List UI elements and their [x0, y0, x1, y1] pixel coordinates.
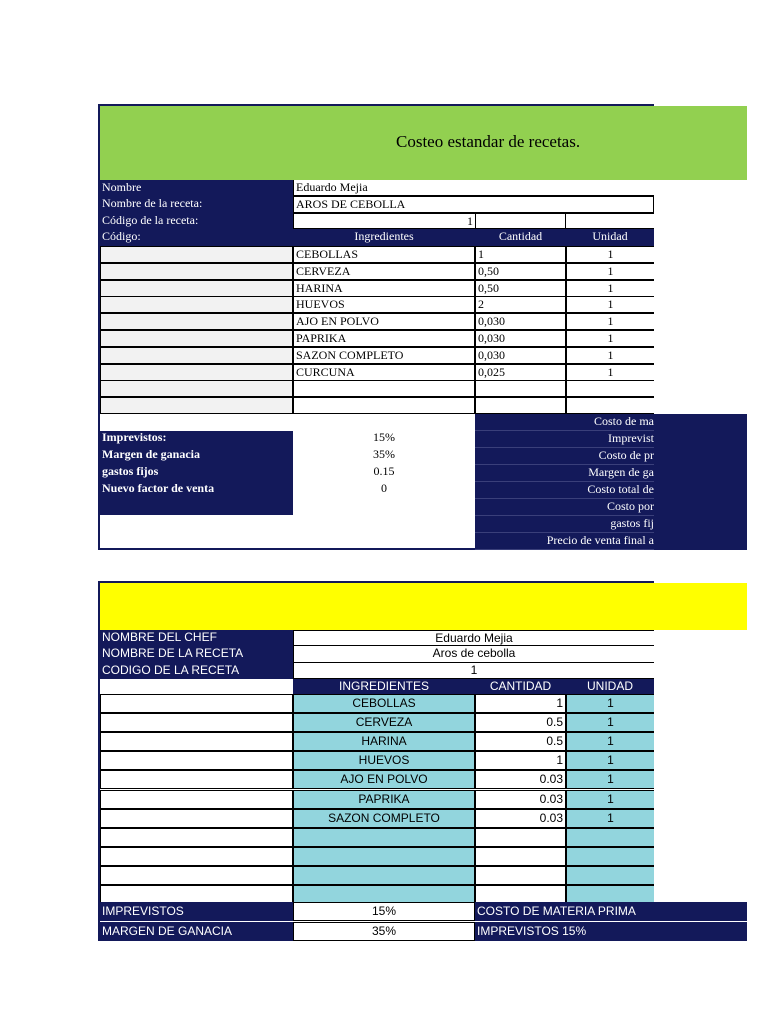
unidad-cell[interactable]: 1 — [566, 313, 654, 330]
unidad2-cell[interactable] — [566, 866, 654, 885]
cost2-label: COSTO DE MATERIA PRIMA — [475, 902, 747, 921]
codigo2-cell[interactable] — [100, 713, 293, 732]
unidad2-cell[interactable]: 1 — [566, 713, 654, 732]
cantidad-cell[interactable]: 0,50 — [475, 280, 566, 297]
col2-unidad: UNIDAD — [566, 679, 654, 694]
cantidad-cell[interactable]: 1 — [475, 246, 566, 263]
nombre-label: Nombre — [100, 180, 293, 196]
codigo2-cell[interactable] — [100, 732, 293, 751]
cantidad2-cell[interactable]: 0.03 — [475, 790, 566, 809]
unidad2-cell[interactable] — [566, 847, 654, 866]
ingrediente-cell[interactable]: HUEVOS — [293, 296, 475, 313]
ingrediente2-cell[interactable] — [293, 847, 475, 866]
ingrediente2-cell[interactable]: AJO EN POLVO — [293, 770, 475, 789]
ingrediente2-cell[interactable]: PAPRIKA — [293, 790, 475, 809]
codigo-blank-1[interactable] — [475, 213, 566, 229]
cost2-label: IMPREVISTOS 15% — [475, 922, 747, 941]
ingrediente-cell[interactable]: PAPRIKA — [293, 330, 475, 347]
unidad2-cell[interactable] — [566, 828, 654, 847]
ingrediente2-cell[interactable] — [293, 866, 475, 885]
factor2-value[interactable]: 35% — [293, 922, 475, 941]
col2-ingredientes: INGREDIENTES — [293, 679, 475, 694]
codigo2-cell[interactable] — [100, 751, 293, 770]
ingrediente-cell[interactable]: CERVEZA — [293, 263, 475, 280]
unidad2-cell[interactable]: 1 — [566, 751, 654, 770]
cantidad2-cell[interactable]: 0.03 — [475, 770, 566, 789]
sheet-title: Costeo estandar de recetas. — [396, 132, 581, 151]
nombre-value[interactable]: Eduardo Mejia — [293, 180, 654, 196]
cantidad2-cell[interactable]: 0.5 — [475, 732, 566, 751]
unidad-cell[interactable]: 1 — [566, 330, 654, 347]
cantidad2-cell[interactable]: 0.5 — [475, 713, 566, 732]
cost-label: Margen de ga — [588, 465, 654, 479]
unidad-cell[interactable]: 1 — [566, 347, 654, 364]
factors-white-top — [100, 414, 475, 431]
cost-label: gastos fij — [610, 516, 654, 530]
cantidad-cell[interactable]: 0,030 — [475, 313, 566, 330]
receta2-label: NOMBRE DE LA RECETA — [100, 646, 293, 663]
codigo-cell[interactable] — [100, 397, 293, 414]
factors-bottom-line — [100, 548, 475, 550]
codigo2-value[interactable]: 1 — [293, 663, 654, 679]
cantidad2-cell[interactable]: 1 — [475, 751, 566, 770]
unidad-cell[interactable] — [566, 397, 654, 414]
codigo2-cell[interactable] — [100, 866, 293, 885]
col-codigo: Código: — [100, 229, 293, 246]
unidad-cell[interactable]: 1 — [566, 280, 654, 297]
codigo-cell[interactable] — [100, 347, 293, 364]
factor-value[interactable]: 35% — [373, 447, 395, 461]
codigo-cell[interactable] — [100, 364, 293, 381]
codigo-cell[interactable] — [100, 246, 293, 263]
cost-label: Costo de pr — [598, 448, 654, 462]
ingrediente-cell[interactable] — [293, 397, 475, 414]
ingrediente2-cell[interactable]: HUEVOS — [293, 751, 475, 770]
ingrediente2-cell[interactable] — [293, 828, 475, 847]
ingrediente-cell[interactable]: SAZON COMPLETO — [293, 347, 475, 364]
ingrediente-cell[interactable]: CEBOLLAS — [293, 246, 475, 263]
codigo2-label: CODIGO DE LA RECETA — [100, 663, 293, 679]
ingrediente2-cell[interactable]: SAZON COMPLETO — [293, 809, 475, 828]
cost-label: Precio de venta final a — [546, 533, 654, 547]
cantidad2-cell[interactable]: 0.03 — [475, 809, 566, 828]
codigo-cell[interactable] — [100, 330, 293, 347]
ingrediente2-cell[interactable]: CERVEZA — [293, 713, 475, 732]
ingrediente2-cell[interactable]: HARINA — [293, 732, 475, 751]
unidad2-cell[interactable]: 1 — [566, 732, 654, 751]
cantidad-cell[interactable]: 0,025 — [475, 364, 566, 381]
codigo-cell[interactable] — [100, 296, 293, 313]
codigo2-cell[interactable] — [100, 694, 293, 713]
factor-value[interactable]: 15% — [373, 430, 395, 444]
cost-label: Costo de ma — [594, 414, 654, 428]
ingrediente-cell[interactable]: CURCUNA — [293, 364, 475, 381]
col2-cantidad: CANTIDAD — [475, 679, 566, 694]
unidad-cell[interactable]: 1 — [566, 296, 654, 313]
cantidad2-cell[interactable] — [475, 828, 566, 847]
factor-label: Nuevo factor de venta — [102, 481, 215, 495]
codigo-cell[interactable] — [100, 313, 293, 330]
factor-label: Margen de ganacia — [102, 447, 200, 461]
col-ingredientes: Ingredientes — [293, 229, 475, 246]
codigo2-cell[interactable] — [100, 828, 293, 847]
factor-value[interactable]: 0.15 — [373, 464, 395, 478]
col2-blank — [100, 679, 293, 694]
cantidad-cell[interactable] — [475, 380, 566, 397]
unidad-cell[interactable]: 1 — [566, 263, 654, 280]
unidad2-cell[interactable]: 1 — [566, 770, 654, 789]
ingrediente-cell[interactable] — [293, 380, 475, 397]
cantidad2-cell[interactable] — [475, 847, 566, 866]
unidad-cell[interactable] — [566, 380, 654, 397]
cantidad-cell[interactable] — [475, 397, 566, 414]
ingrediente2-cell[interactable]: CEBOLLAS — [293, 694, 475, 713]
cantidad2-cell[interactable]: 1 — [475, 694, 566, 713]
factor-value[interactable]: 0 — [381, 481, 387, 495]
codigo2-cell[interactable] — [100, 770, 293, 789]
unidad2-cell[interactable]: 1 — [566, 809, 654, 828]
cantidad-cell[interactable]: 2 — [475, 296, 566, 313]
codigo2-cell[interactable] — [100, 790, 293, 809]
yellow-band — [100, 583, 747, 630]
unidad2-cell[interactable]: 1 — [566, 790, 654, 809]
chef-label: NOMBRE DEL CHEF — [100, 630, 293, 646]
unidad2-cell[interactable]: 1 — [566, 694, 654, 713]
cantidad2-cell[interactable] — [475, 866, 566, 885]
cantidad-cell[interactable]: 0,030 — [475, 330, 566, 347]
unidad-cell[interactable]: 1 — [566, 364, 654, 381]
codigo-cell[interactable] — [100, 380, 293, 397]
factor2-value[interactable]: 15% — [293, 902, 475, 921]
ingrediente-cell[interactable]: HARINA — [293, 280, 475, 297]
ingrediente-cell[interactable]: AJO EN POLVO — [293, 313, 475, 330]
factor-label: Imprevistos: — [102, 430, 167, 444]
chef-value[interactable]: Eduardo Mejia — [293, 630, 654, 646]
cost-label: Costo total de — [587, 482, 654, 496]
codigo-value[interactable]: 1 — [293, 213, 475, 229]
receta2-value[interactable]: Aros de cebolla — [293, 646, 654, 663]
factor-label: gastos fijos — [102, 464, 159, 478]
cost-label: Imprevist — [608, 431, 654, 445]
codigo2-cell[interactable] — [100, 847, 293, 866]
codigo-cell[interactable] — [100, 280, 293, 297]
cantidad-cell[interactable]: 0,030 — [475, 347, 566, 364]
col-unidad: Unidad — [566, 229, 654, 246]
codigo-cell[interactable] — [100, 263, 293, 280]
cantidad-cell[interactable]: 0,50 — [475, 263, 566, 280]
factor2-label: IMPREVISTOS — [100, 902, 293, 921]
receta-value[interactable]: AROS DE CEBOLLA — [293, 196, 654, 213]
col-cantidad: Cantidad — [475, 229, 566, 246]
codigo-blank-2[interactable] — [566, 213, 654, 229]
factor2-label: MARGEN DE GANACIA — [100, 922, 293, 941]
codigo-label: Código de la receta: — [100, 213, 293, 229]
cost-label: Costo por — [606, 499, 654, 513]
unidad-cell[interactable]: 1 — [566, 246, 654, 263]
codigo2-cell[interactable] — [100, 809, 293, 828]
receta-label: Nombre de la receta: — [100, 196, 293, 213]
